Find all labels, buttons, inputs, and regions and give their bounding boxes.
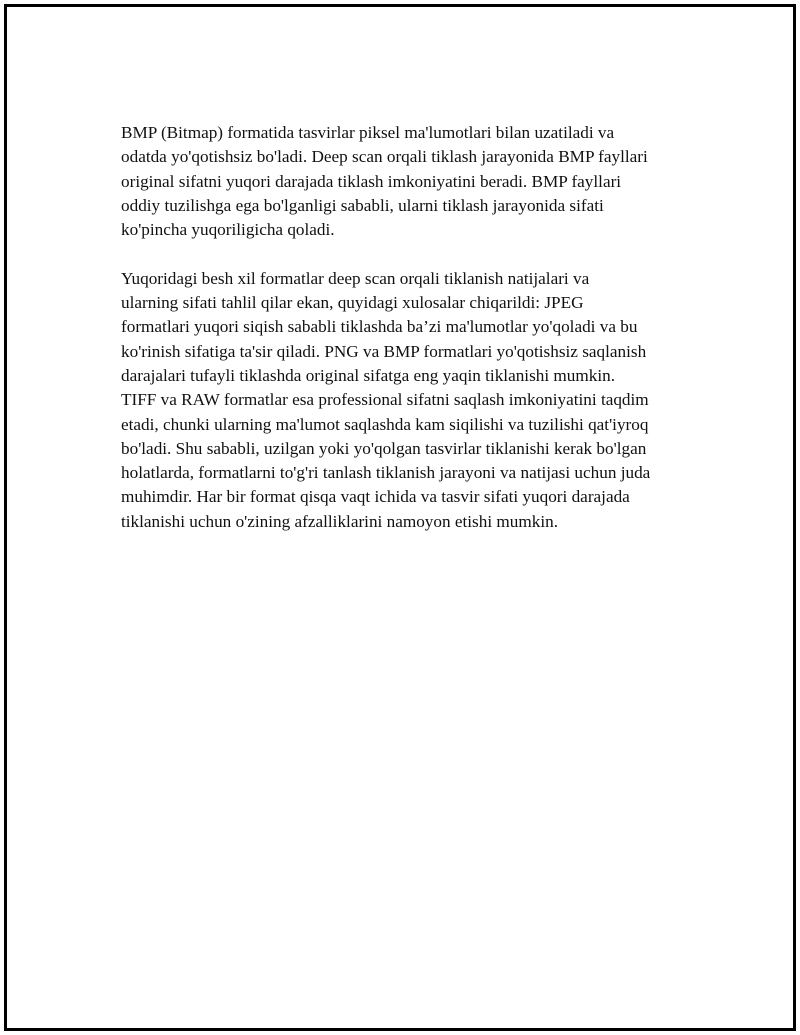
paragraph-bmp-format: BMP (Bitmap) formatida tasvirlar piksel ma'lumotlari bilan uzatiladi va odatda yo'qotishsiz bo'ladi. Deep scan orqali tiklash jarayonida BMP fayllari original sifatni yuqori darajada tiklash imkoniyatini beradi. BMP fayllari oddiy tuzilishga ega bo'lganligi sababli, ularni tiklash jarayonida sifati ko'pincha yuqoriligicha qoladi.	[121, 123, 648, 240]
paragraph-conclusion: Yuqoridagi besh xil formatlar deep scan orqali tiklanish natijalari va ularning sifati tahlil qilar ekan, quyidagi xulosalar chiqarildi: JPEG formatlari yuqori siqish sababli tiklashda ba’zi ma'lumotlar yo'qoladi va bu ko'rinish sifatiga ta'sir qiladi. PNG va BMP formatlari yo'qotishsiz saqlanish darajalari tufayli tiklashda original sifatga eng yaqin tiklanishi mumkin. TIFF va RAW formatlar esa professional sifatni saqlash imkoniyatini taqdim etadi, chunki ularning ma'lumot saqlashda kam siqilishi va tuzilishi qat'iyroq bo'ladi. Shu sababli, uzilgan yoki yo'qolgan tasvirlar tiklanishi kerak bo'lgan holatlarda, formatlarni to'g'ri tanlash tiklanish jarayoni va natijasi uchun juda muhimdir. Har bir format qisqa vaqt ichida va tasvir sifati yuqori darajada tiklanishi uchun o'zining afzalliklarini namoyon etishi mumkin.	[121, 268, 651, 531]
document-page	[4, 4, 796, 1031]
document-body	[121, 121, 711, 558]
